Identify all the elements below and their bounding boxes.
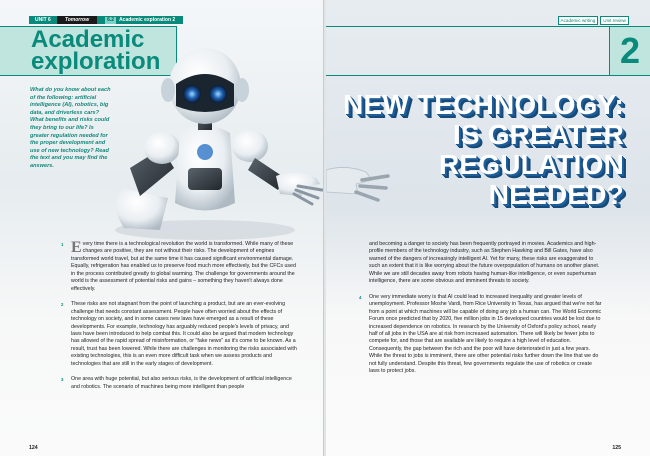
intro-questions: What do you know about each of the following: artificial intelligence (AI), robotics, big data, and driverless cars? What benefits and risks could they bring to our life? Is greater regulation needed for the proper development and use of new technology? Read the text and you may find the answers. xyxy=(30,87,111,169)
headline-line-3: REGULATION xyxy=(438,149,624,180)
unit-label: UNIT 6 xyxy=(29,16,57,24)
headline-line-1: NEW TECHNOLOGY: xyxy=(343,89,624,120)
right-page xyxy=(326,0,650,456)
paragraph-1 xyxy=(61,239,297,293)
lesson-title: Academic exploration 2 xyxy=(119,17,176,23)
paragraph-number: 4 xyxy=(359,294,362,300)
paragraph-number: 2 xyxy=(61,302,64,308)
paragraph-text: One very immediate worry is that AI could lead to increased inequality and greater levels of unemployment. Professor Moshe Vardi, from Rice University in Texas, has argued that we're not far from a point at which machines will be capable of doing any job a human can. The World Economic Forum once predicted that by 2020, five million jobs in 15 developed countries would be lost due to increased dependence on robotics. In research by the University of Oxford's policy school, nearly half of all jobs in the USA are at risk from increased automation. There will likely be fewer jobs to compete for, and those that are available are likely to require a high level of education. Consequently, the gap between the rich and the poor will have deteriorated in just a few years. While the threat to jobs is imminent, there are other potential risks further down the line that we do not fully understand. Despite this threat, few governments regulate the use of robotics or create laws to protect jobs. xyxy=(369,293,602,375)
section-tags xyxy=(558,16,629,25)
paragraph-2 xyxy=(61,301,297,368)
lesson-number: 6.2 xyxy=(107,16,115,23)
section-number: 2 xyxy=(609,26,650,76)
unit-title: Tomorrow xyxy=(57,16,97,24)
title-band xyxy=(326,26,610,76)
tag-academic-writing: Academic writing xyxy=(558,16,599,25)
page-number-left: 124 xyxy=(29,445,38,451)
page-number-right: 125 xyxy=(612,445,621,451)
paragraph-number: 3 xyxy=(61,377,64,383)
paragraph-number: 1 xyxy=(61,242,64,247)
title-line-1: Academic xyxy=(31,26,145,53)
drop-cap: E xyxy=(71,239,82,256)
title-line-2: exploration xyxy=(31,48,161,75)
headline-line-2: IS GREATER xyxy=(452,119,624,150)
paragraph-3-continued xyxy=(369,241,603,286)
paragraph-text: These risks are not stagnant from the point of launching a product, but are an ever-evolving challenge that needs constant assessment. People have often worried about the effects of technology on society, and in some cases new laws have emerged as a result of these developments. For example, technology has arguably reduced people's levels of privacy, and laws have been introduced to help combat this. It could also be argued that modern technology has allowed of the rapid spread of misinformation, or "fake news" as it's come to be known. As a result, trust has been lowered. While there are challenges in monitoring the risks associated with existing technologies, this is an even more difficult task when we assess products and technologies that are still in the early stages of development. xyxy=(71,301,297,367)
article-headline xyxy=(343,90,624,210)
paragraph-4 xyxy=(359,293,603,376)
paragraph-text: very time there is a technological revolution the world is transformed. While many of these changes are positive, they are not without their risks. The development of engines transformed world travel, but at the same time it has caused significant environmental damage. Equally, refrigeration has enabled us to preserve food much more effectively, but the CFCs used in the process contributed greatly to global warming. The challenge for governments around the world is the assessment of potential risks and gains – something they haven't always done effectively. xyxy=(71,241,296,292)
left-page xyxy=(0,0,324,456)
headline-line-4: NEEDED? xyxy=(488,179,624,210)
paragraph-text: One area with huge potential, but also serious risks, is the development of artificial intelligence and robotics. The scenario of machines being more intelligent than people xyxy=(71,376,292,390)
body-column-right xyxy=(359,241,603,384)
robot-illustration xyxy=(80,18,324,240)
paragraph-3 xyxy=(61,376,297,391)
body-column-left xyxy=(61,239,297,399)
paragraph-text: and becoming a danger to society has been frequently portrayed in movies. Academics and high-profile members of the technology industry, such as Stephen Hawking and Bill Gates, have also warned of the dangers of increasingly intelligent AI. Yet for many, these risks are exaggerated to such an extent that it is like worrying about the future overpopulation of humans on another planet. While we are still decades away from robots having human-like intelligence, or even superhuman intelligence, there are some obvious and imminent threats to society. xyxy=(369,241,600,285)
tag-unit-review: Unit review xyxy=(600,16,629,25)
